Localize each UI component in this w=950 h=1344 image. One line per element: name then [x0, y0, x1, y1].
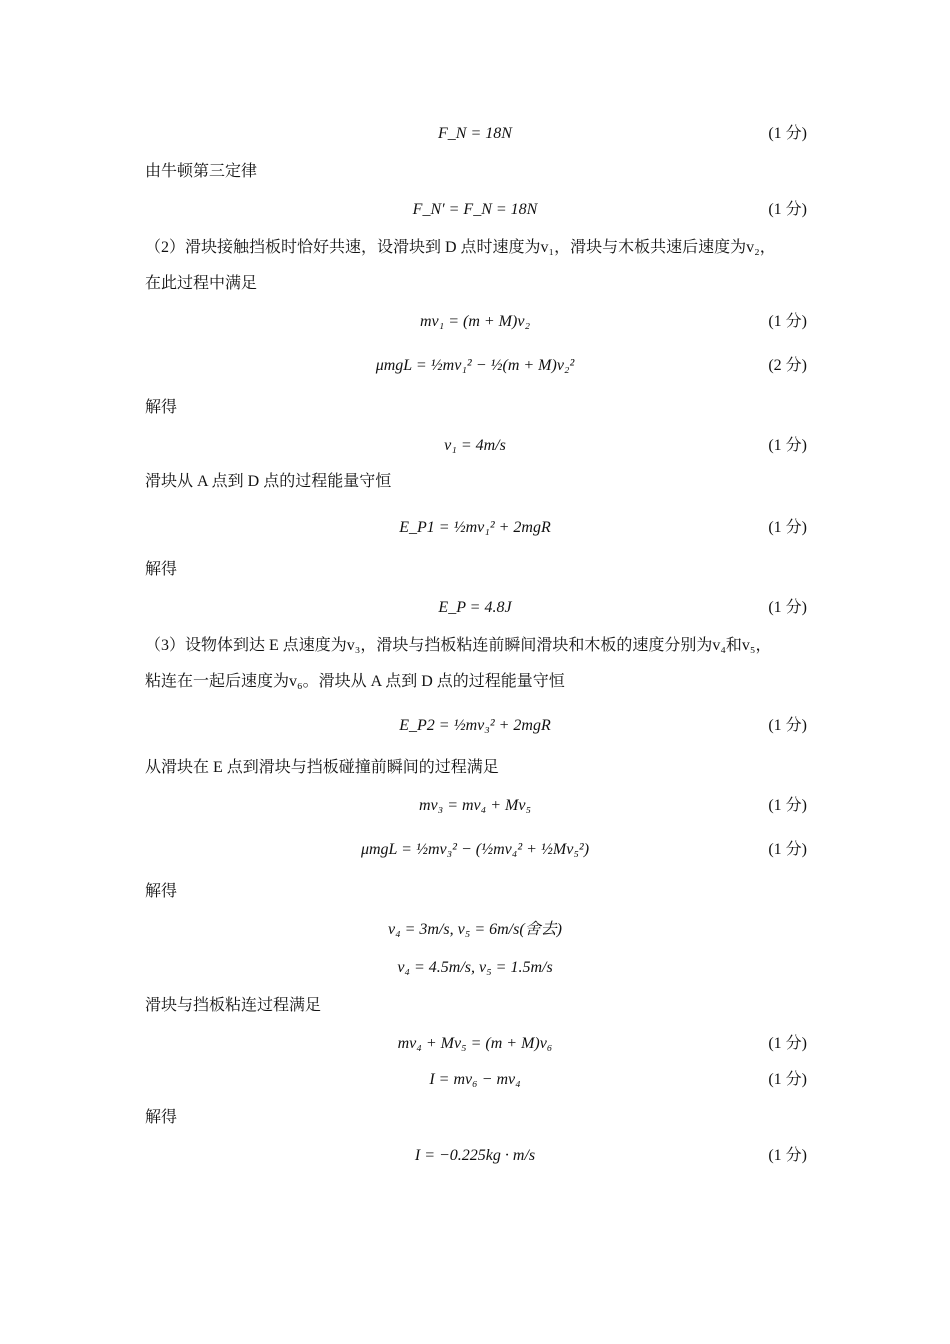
paragraph-text: 在此过程中满足 — [145, 275, 258, 292]
score-label: (1 分) — [768, 841, 807, 858]
score-label: (1 分) — [768, 797, 807, 814]
formula-row — [0, 432, 950, 460]
text-row — [0, 394, 950, 422]
text-row — [0, 234, 950, 262]
score-label: (1 分) — [768, 201, 807, 218]
formula-row — [0, 196, 950, 224]
text-row — [0, 878, 950, 906]
equation: E_P = 4.8J — [438, 599, 512, 616]
equation: mv₁ = (m + M)v₂ — [419, 313, 530, 330]
text-row — [0, 556, 950, 584]
paragraph-text: 滑块与挡板粘连过程满足 — [145, 997, 322, 1014]
formula-row — [0, 1066, 950, 1094]
text-row — [0, 270, 950, 298]
text-row — [0, 158, 950, 186]
score-label: (1 分) — [768, 1035, 807, 1052]
equation: I = −0.225kg · m/s — [414, 1147, 536, 1164]
equation: v₁ = 4m/s — [444, 437, 506, 454]
formula-row — [0, 352, 950, 380]
equation: F_N′ = F_N = 18N — [412, 201, 538, 218]
score-label: (1 分) — [768, 519, 807, 536]
score-label: (1 分) — [768, 125, 807, 142]
paragraph-text: 解得 — [145, 561, 178, 578]
paragraph-text: 解得 — [145, 883, 178, 900]
formula-row — [0, 594, 950, 622]
text-row — [0, 992, 950, 1020]
equation: E_P2 = ½mv₃² + 2mgR — [399, 717, 551, 734]
score-label: (1 分) — [768, 437, 807, 454]
paragraph-text: 由牛顿第三定律 — [145, 163, 258, 180]
text-row — [0, 754, 950, 782]
equation: mv₃ = mv₄ + Mv₅ — [418, 797, 532, 814]
paragraph-text: 粘连在一起后速度为v₆。滑块从 A 点到 D 点的过程能量守恒 — [145, 673, 565, 690]
score-label: (1 分) — [768, 599, 807, 616]
paragraph-text: 滑块从 A 点到 D 点的过程能量守恒 — [145, 473, 392, 490]
score-label: (1 分) — [768, 1071, 807, 1088]
equation: v₄ = 3m/s, v₅ = 6m/s(舍去) — [387, 921, 563, 938]
equation: I = mv₆ − mv₄ — [429, 1071, 521, 1088]
equation: μmgL = ½mv₃² − (½mv₄² + ½Mv₅²) — [360, 841, 590, 858]
formula-row — [0, 916, 950, 944]
formula-row — [0, 712, 950, 740]
paragraph-text: 解得 — [145, 1109, 178, 1126]
text-row — [0, 1104, 950, 1132]
text-row — [0, 632, 950, 660]
formula-row — [0, 1030, 950, 1058]
paragraph-text: （2）滑块接触挡板时恰好共速，设滑块到 D 点时速度为v₁，滑块与木板共速后速度为v₂， — [145, 239, 776, 256]
paragraph-text: 从滑块在 E 点到滑块与挡板碰撞前瞬间的过程满足 — [145, 759, 499, 776]
formula-row — [0, 1142, 950, 1170]
formula-row — [0, 954, 950, 982]
formula-row — [0, 514, 950, 542]
score-label: (1 分) — [768, 717, 807, 734]
equation: F_N = 18N — [438, 125, 512, 142]
score-label: (2 分) — [768, 357, 807, 374]
score-label: (1 分) — [768, 313, 807, 330]
formula-row — [0, 308, 950, 336]
equation: E_P1 = ½mv₁² + 2mgR — [399, 519, 551, 536]
text-row — [0, 668, 950, 696]
equation: mv₄ + Mv₅ = (m + M)v₆ — [397, 1035, 553, 1052]
formula-row — [0, 120, 950, 148]
paragraph-text: （3）设物体到达 E 点速度为v₃，滑块与挡板粘连前瞬间滑块和木板的速度分别为v₄和v₅， — [145, 637, 772, 654]
score-label: (1 分) — [768, 1147, 807, 1164]
formula-row — [0, 836, 950, 864]
text-row — [0, 468, 950, 496]
equation: μmgL = ½mv₁² − ½(m + M)v₂² — [375, 357, 575, 374]
equation: v₄ = 4.5m/s, v₅ = 1.5m/s — [397, 959, 553, 976]
formula-row — [0, 792, 950, 820]
paragraph-text: 解得 — [145, 399, 178, 416]
